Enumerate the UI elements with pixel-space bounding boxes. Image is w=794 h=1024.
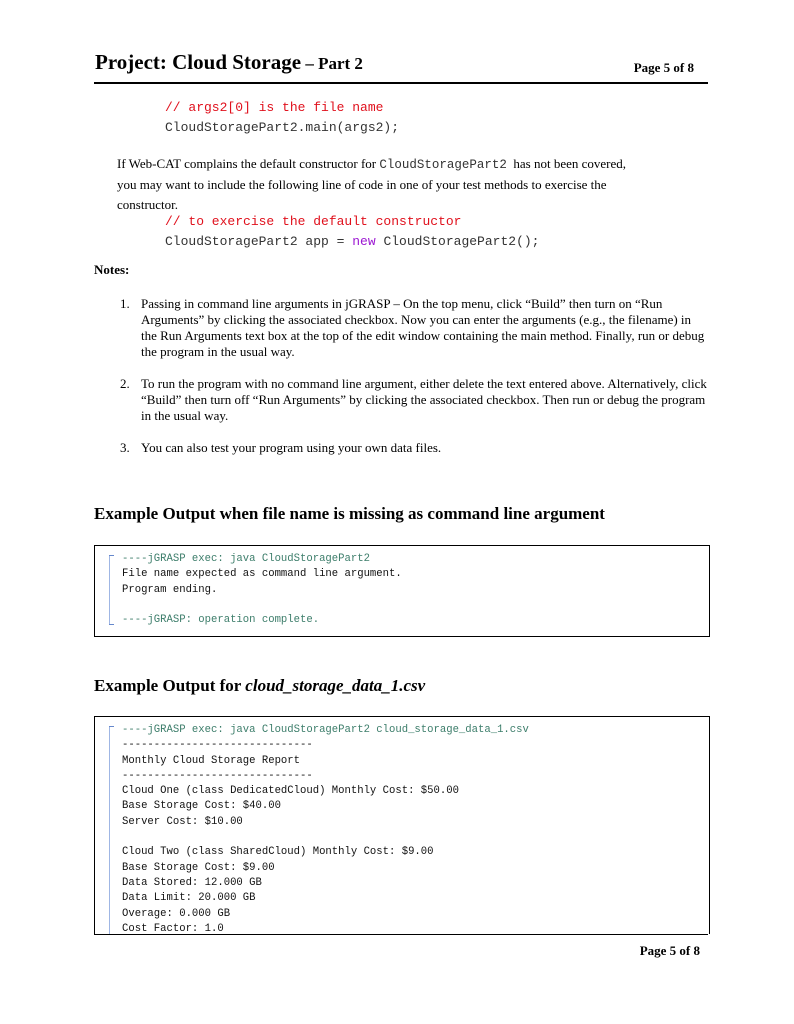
output-line: Base Storage Cost: $9.00 — [122, 861, 275, 874]
output-line: Data Stored: 12.000 GB — [122, 876, 262, 889]
title-separator: – — [301, 54, 319, 73]
webcat-class-code: CloudStoragePart2 — [379, 158, 507, 172]
output-line: Overage: 0.000 GB — [122, 907, 231, 920]
output-line: Base Storage Cost: $40.00 — [122, 800, 281, 813]
output-line: Monthly Cloud Storage Report — [122, 754, 301, 767]
output-line: Data Limit: 20.000 GB — [122, 892, 256, 905]
webcat-paragraph-line3: constructor. — [117, 197, 179, 212]
header-page-number: Page 5 of 8 — [633, 60, 694, 75]
output-line: ------------------------------ — [122, 739, 313, 752]
output-bracket — [109, 555, 116, 625]
example1-output-box — [94, 545, 710, 637]
note-number: 1. — [120, 296, 130, 311]
example1-heading: Example Output when file name is missing as command line argument — [94, 504, 605, 523]
output-bracket — [109, 726, 116, 934]
output-line: Server Cost: $10.00 — [122, 815, 243, 828]
output-line: ----jGRASP: operation complete. — [122, 614, 320, 627]
page-title — [95, 50, 363, 75]
example2-heading — [94, 676, 425, 696]
webcat-text-b: has not been covered, — [506, 156, 627, 171]
code-constructor-line — [165, 232, 539, 252]
example2-output-box — [94, 716, 710, 934]
note-item — [120, 296, 710, 360]
code-comment-args: // args2[0] is the file name — [165, 100, 384, 115]
example2-output-lines — [122, 723, 529, 937]
title-main: Project: Cloud Storage — [95, 50, 302, 74]
note-number: 2. — [120, 376, 130, 391]
example2-heading-file: cloud_storage_data_1.csv — [245, 676, 426, 695]
title-part: Part 2 — [318, 54, 363, 73]
example2-heading-pre: Example Output for — [94, 676, 246, 695]
output-line — [122, 598, 402, 613]
note-number: 3. — [120, 440, 130, 455]
output-line: Cloud Two (class SharedCloud) Monthly Cost: $9.00 — [122, 846, 434, 859]
code-main-call: CloudStoragePart2.main(args2); — [165, 120, 400, 135]
output-line — [122, 830, 529, 845]
webcat-paragraph-line1 — [117, 154, 626, 175]
output-line: ------------------------------ — [122, 769, 313, 782]
code-comment-constructor: // to exercise the default constructor — [165, 214, 462, 229]
note-text: To run the program with no command line argument, either delete the text entered above. Alternatively, click “Build” then turn off “Run Arguments” by clicking the associated checkbox. Then run or debug the program in the usual way. — [141, 376, 707, 423]
footer-page-number: Page 5 of 8 — [639, 943, 700, 958]
notes-list — [120, 296, 710, 472]
output-line: Program ending. — [122, 583, 218, 596]
notes-heading: Notes: — [94, 262, 130, 277]
webcat-text-a: If Web-CAT complains the default constructor for — [117, 156, 380, 171]
footer-divider — [94, 934, 708, 935]
output-line: ----jGRASP exec: java CloudStoragePart2 cloud_storage_data_1.csv — [122, 724, 529, 736]
webcat-paragraph-line2: you may want to include the following line of code in one of your test methods to exercise the — [117, 177, 607, 192]
note-item — [120, 376, 710, 424]
code-new-keyword: new — [352, 234, 376, 249]
output-line: File name expected as command line argument. — [122, 568, 402, 581]
output-line: ----jGRASP exec: java CloudStoragePart2 — [122, 553, 370, 565]
output-line: Cloud One (class DedicatedCloud) Monthly Cost: $50.00 — [122, 785, 459, 798]
output-line: Cost Factor: 1.0 — [122, 922, 224, 935]
header-divider — [94, 82, 708, 84]
code-constructor-post: CloudStoragePart2(); — [375, 234, 540, 249]
code-constructor-pre: CloudStoragePart2 app = — [165, 234, 353, 249]
note-text: Passing in command line arguments in jGRASP – On the top menu, click “Build” then turn on “Run Arguments” by clicking the associated checkbox. Now you can enter the arguments (e.g., the filename) in the Run Arguments text box at the top of the edit window containing the main method. Finally, run or debug the program in the usual way. — [141, 296, 705, 359]
note-item — [120, 440, 710, 456]
note-text: You can also test your program using your own data files. — [141, 440, 442, 455]
example1-output-lines — [122, 552, 402, 628]
